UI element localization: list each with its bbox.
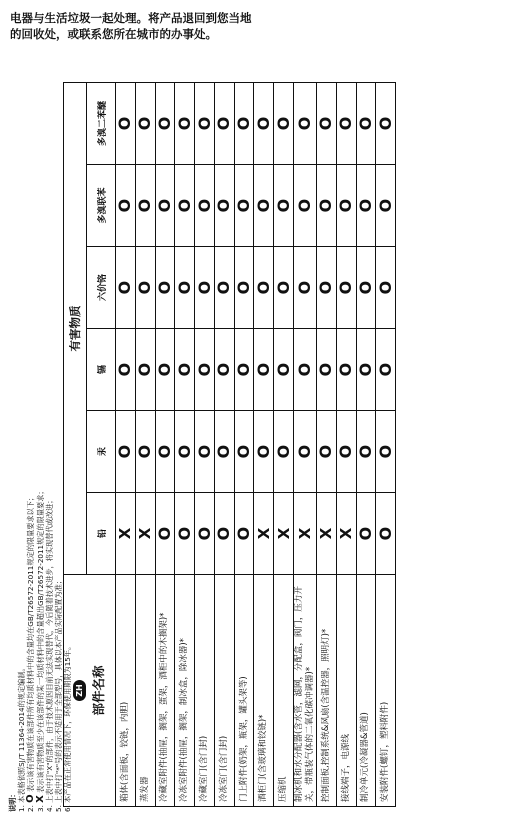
within-limit-mark: O — [135, 165, 155, 247]
within-limit-mark: O — [336, 82, 356, 164]
substance-header: 多溴二苯醚 — [87, 82, 116, 164]
within-limit-mark: O — [294, 247, 317, 329]
hazardous-substance-table — [63, 82, 396, 807]
within-limit-mark: O — [254, 329, 274, 411]
within-limit-mark: O — [274, 247, 294, 329]
within-limit-mark: O — [155, 329, 175, 411]
note-text: 本表格依照SJ/T 11364-2014的规定编制。 — [17, 664, 27, 803]
within-limit-mark: O — [274, 329, 294, 411]
note-text: 表示该有害物质至少在该部件的某一均质材料中的含量超出GB/T26572-2011规定的限量要求； — [35, 487, 45, 793]
note-number: 2. — [26, 805, 36, 812]
within-limit-mark: O — [356, 165, 376, 247]
note-symbol: X — [34, 795, 46, 803]
part-name-cell: 安装附件(螺钉，塑料附件) — [376, 575, 396, 807]
note-text: 上表中打"*"号的表示不适用于全部型号，具体以本产品实际配置为准； — [54, 577, 64, 803]
within-limit-mark: O — [336, 165, 356, 247]
part-name-cell: 控制面板,控制系统&风扇(含温控器，照明灯)* — [317, 575, 337, 807]
notes-list — [17, 482, 72, 812]
part-name-cell: 冷冻室门(含门封) — [214, 575, 234, 807]
within-limit-mark: O — [376, 493, 396, 575]
within-limit-mark: O — [116, 247, 136, 329]
within-limit-mark: O — [274, 82, 294, 164]
within-limit-mark: O — [155, 493, 175, 575]
table-body — [116, 82, 396, 806]
within-limit-mark: O — [116, 82, 136, 164]
within-limit-mark: O — [116, 411, 136, 493]
within-limit-mark: O — [234, 411, 254, 493]
exceeds-limit-mark: X — [317, 493, 337, 575]
within-limit-mark: O — [254, 165, 274, 247]
table-row — [336, 82, 356, 806]
part-name-cell: 制冷单元(冷凝器&管道) — [356, 575, 376, 807]
table-row — [116, 82, 136, 806]
note-item — [26, 482, 35, 812]
within-limit-mark: O — [254, 411, 274, 493]
zh-language-badge: ZH — [73, 680, 86, 701]
note-text: 本产品在正常使用情况下，环保使用期限为15年。 — [63, 642, 73, 803]
within-limit-mark: O — [317, 82, 337, 164]
notes-section — [8, 482, 73, 812]
within-limit-mark: O — [234, 165, 254, 247]
within-limit-mark: O — [336, 329, 356, 411]
within-limit-mark: O — [254, 82, 274, 164]
within-limit-mark: O — [155, 165, 175, 247]
within-limit-mark: O — [294, 329, 317, 411]
within-limit-mark: O — [376, 329, 396, 411]
within-limit-mark: O — [356, 82, 376, 164]
exceeds-limit-mark: X — [116, 493, 136, 575]
within-limit-mark: O — [135, 411, 155, 493]
exceeds-limit-mark: X — [336, 493, 356, 575]
within-limit-mark: O — [274, 411, 294, 493]
within-limit-mark: O — [155, 247, 175, 329]
within-limit-mark: O — [175, 411, 195, 493]
within-limit-mark: O — [294, 411, 317, 493]
within-limit-mark: O — [336, 247, 356, 329]
within-limit-mark: O — [356, 247, 376, 329]
within-limit-mark: O — [175, 247, 195, 329]
within-limit-mark: O — [336, 411, 356, 493]
within-limit-mark: O — [116, 329, 136, 411]
within-limit-mark: O — [116, 165, 136, 247]
table-row — [234, 82, 254, 806]
within-limit-mark: O — [376, 247, 396, 329]
note-item — [54, 482, 63, 812]
within-limit-mark: O — [214, 329, 234, 411]
within-limit-mark: O — [376, 82, 396, 164]
within-limit-mark: O — [234, 82, 254, 164]
within-limit-mark: O — [234, 329, 254, 411]
substance-header: 铅 — [87, 493, 116, 575]
within-limit-mark: O — [195, 329, 215, 411]
note-number: 6. — [63, 805, 73, 812]
note-text: 上表中打"X"的部件，由于技术原因目前无法实现替代，今后随着技术进步，将实现替代或改进； — [44, 496, 54, 803]
within-limit-mark: O — [356, 411, 376, 493]
within-limit-mark: O — [317, 329, 337, 411]
note-item — [36, 482, 45, 812]
within-limit-mark: O — [274, 165, 294, 247]
within-limit-mark: O — [214, 82, 234, 164]
within-limit-mark: O — [356, 493, 376, 575]
within-limit-mark: O — [135, 247, 155, 329]
within-limit-mark: O — [175, 329, 195, 411]
within-limit-mark: O — [155, 82, 175, 164]
within-limit-mark: O — [317, 165, 337, 247]
hazardous-substance-table-rotated — [63, 83, 395, 807]
within-limit-mark: O — [195, 82, 215, 164]
part-name-cell: 酒柜门(含玻璃和铰链)* — [254, 575, 274, 807]
exceeds-limit-mark: X — [294, 493, 317, 575]
table-row — [356, 82, 376, 806]
within-limit-mark: O — [214, 247, 234, 329]
exceeds-limit-mark: X — [274, 493, 294, 575]
within-limit-mark: O — [175, 82, 195, 164]
table-row — [294, 82, 317, 806]
hazardous-substances-header: 有害物质 — [64, 82, 87, 574]
substance-header: 多溴联苯 — [87, 165, 116, 247]
part-name-cell: 箱体(含面板，铰链，内胆) — [116, 575, 136, 807]
within-limit-mark: O — [294, 165, 317, 247]
within-limit-mark: O — [317, 247, 337, 329]
table-row — [155, 82, 175, 806]
within-limit-mark: O — [317, 411, 337, 493]
table-row — [214, 82, 234, 806]
within-limit-mark: O — [135, 82, 155, 164]
within-limit-mark: O — [195, 247, 215, 329]
within-limit-mark: O — [175, 165, 195, 247]
note-symbol: O — [25, 794, 37, 803]
part-name-cell: 蒸发器 — [135, 575, 155, 807]
table-row — [135, 82, 155, 806]
note-number: 3. — [35, 805, 45, 812]
exceeds-limit-mark: X — [135, 493, 155, 575]
within-limit-mark: O — [195, 165, 215, 247]
table-row — [195, 82, 215, 806]
substance-header: 六价铬 — [87, 247, 116, 329]
note-item — [63, 482, 72, 812]
part-name-cell: 门上附件(奶架，瓶架，罐头架等) — [234, 575, 254, 807]
exceeds-limit-mark: X — [254, 493, 274, 575]
part-name-cell: 压缩机 — [274, 575, 294, 807]
note-number: 5. — [54, 805, 64, 812]
within-limit-mark: O — [214, 165, 234, 247]
part-name-cell: 冷冻室附件(抽屉，搁架，制冰盒，除冰器)* — [175, 575, 195, 807]
substance-header: 镉 — [87, 329, 116, 411]
note-text: 表示该有害物质在该部件所有均质材料中的含量均在GB/T26572-2011规定的限量要求以下； — [26, 493, 36, 793]
within-limit-mark: O — [175, 493, 195, 575]
within-limit-mark: O — [254, 247, 274, 329]
within-limit-mark: O — [234, 247, 254, 329]
within-limit-mark: O — [376, 411, 396, 493]
part-name-cell: 冷藏室附件(抽屉，搁架，蛋架，酒柜中的木搁架)* — [155, 575, 175, 807]
within-limit-mark: O — [234, 493, 254, 575]
within-limit-mark: O — [155, 411, 175, 493]
within-limit-mark: O — [214, 411, 234, 493]
part-name-cell: 制冰机和水分配器(含水管，滤网，分配盒，阀门，压力开关，带瓶装气体的二氧化碳冲调器)* — [294, 575, 317, 807]
part-name-header-label: 部件名称 — [90, 665, 106, 716]
table-row — [317, 82, 337, 806]
within-limit-mark: O — [135, 329, 155, 411]
within-limit-mark: O — [195, 493, 215, 575]
note-number: 1. — [17, 805, 27, 812]
within-limit-mark: O — [195, 411, 215, 493]
table-row — [376, 82, 396, 806]
table-row — [254, 82, 274, 806]
note-item — [45, 482, 54, 812]
table-row — [175, 82, 195, 806]
notes-title: 说明： — [8, 790, 17, 812]
within-limit-mark: O — [356, 329, 376, 411]
part-name-cell: 冷藏室门(含门封) — [195, 575, 215, 807]
substance-header: 汞 — [87, 411, 116, 493]
note-number: 4. — [44, 805, 54, 812]
intro-text: 电器与生活垃圾一起处理。将产品退回到您当地的回收处，或联系您所在城市的办事处。 — [10, 11, 252, 41]
within-limit-mark: O — [214, 493, 234, 575]
within-limit-mark: O — [376, 165, 396, 247]
part-name-cell: 接线端子，电源线 — [336, 575, 356, 807]
table-row — [274, 82, 294, 806]
within-limit-mark: O — [294, 82, 317, 164]
